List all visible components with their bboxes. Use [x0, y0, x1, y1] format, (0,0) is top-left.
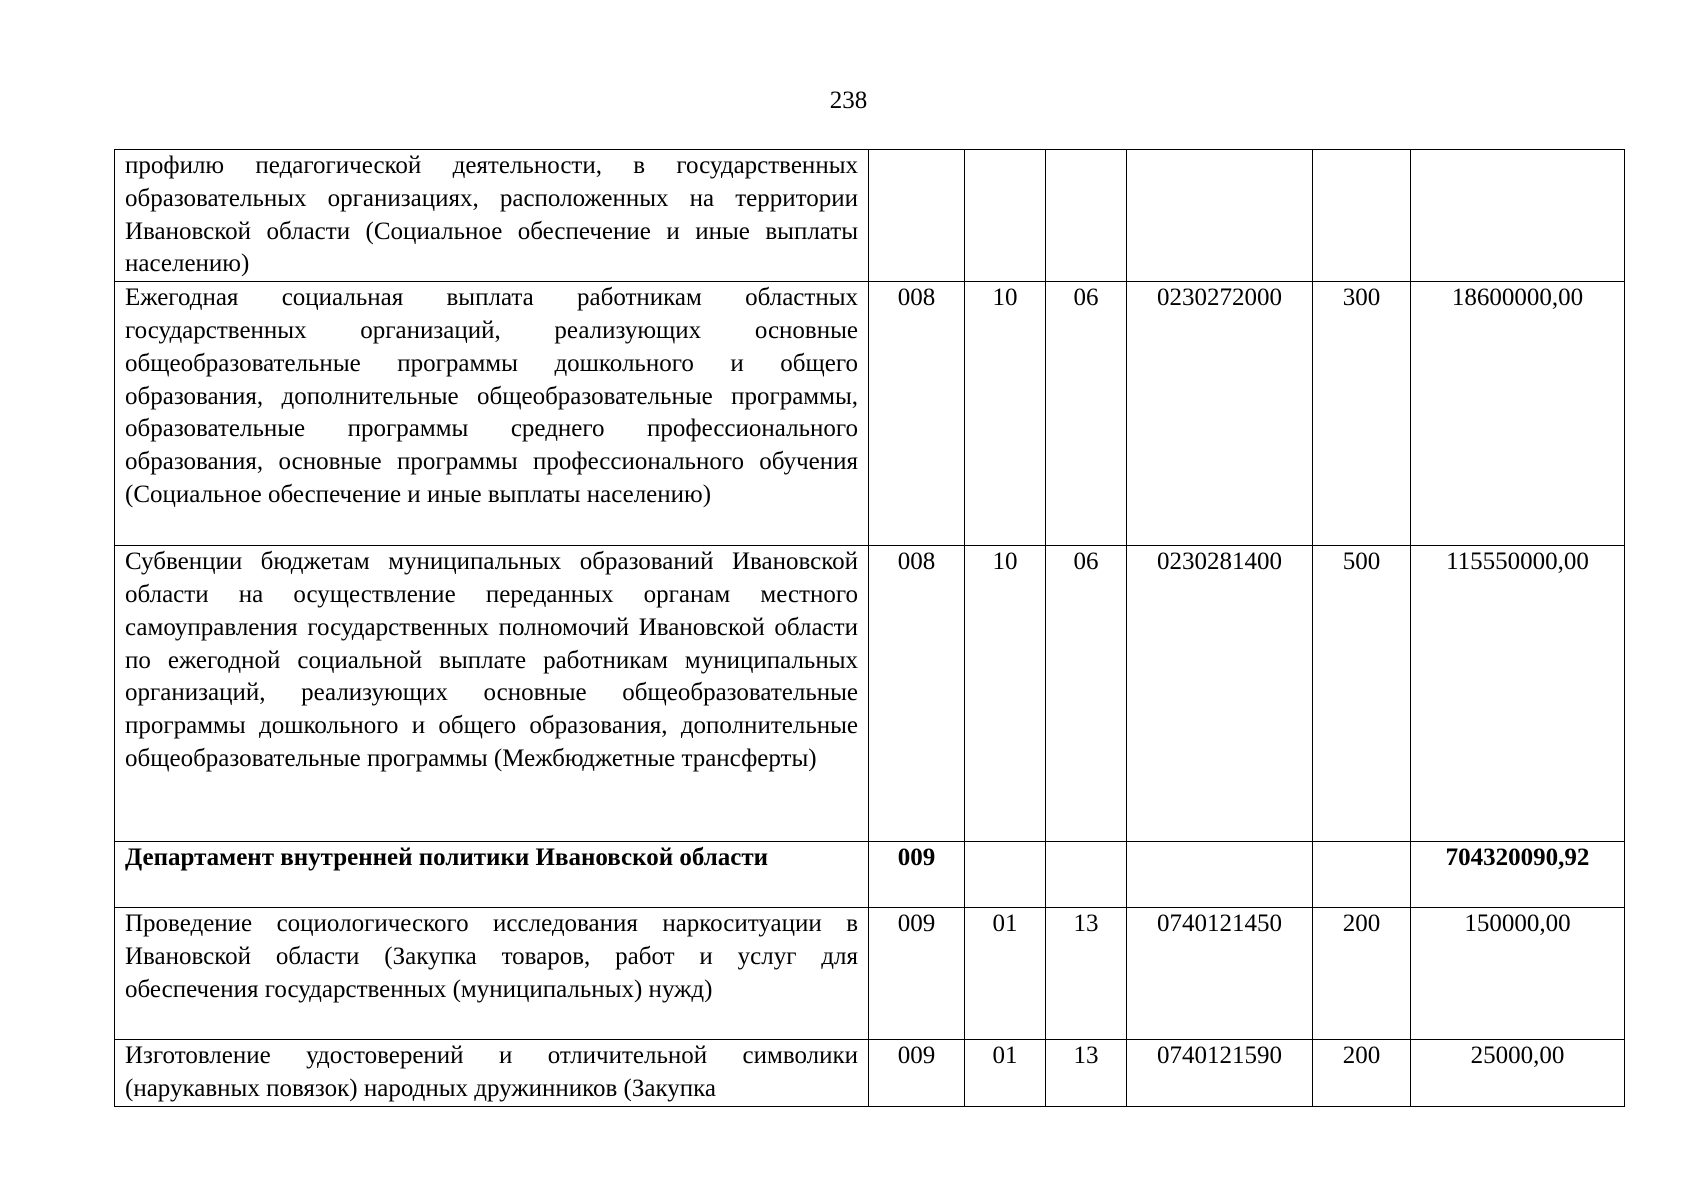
table-row — [115, 1040, 1625, 1107]
section-code: 10 — [965, 282, 1046, 546]
expense-type-code: 300 — [1313, 282, 1411, 546]
row-description: Проведение социологического исследования наркоситуации в Ивановской области (Закупка товаров, работ и услуг для обеспечения государственных (муниципальных) нужд) — [115, 908, 869, 1040]
table-row — [115, 908, 1625, 1040]
row-description: Ежегодная социальная выплата работникам областных государственных организаций, реализующих основные общеобразовательные программы дошкольного и общего образования, дополнительные общеобразовательные программы, образовательные программы среднего профессионального образования, основные программы профессионального обучения (Социальное обеспечение и иные выплаты населению) — [115, 282, 869, 546]
row-description: профилю педагогической деятельности, в государственных образовательных организациях, расположенных на территории Ивановской области (Социальное обеспечение и иные выплаты населению) — [115, 150, 869, 282]
ved-code: 008 — [869, 546, 965, 842]
section-code — [965, 842, 1046, 908]
target-article-code — [1127, 150, 1313, 282]
subsection-code: 13 — [1046, 908, 1127, 1040]
subsection-code: 06 — [1046, 546, 1127, 842]
page-number: 238 — [829, 87, 868, 114]
target-article-code: 0230272000 — [1127, 282, 1313, 546]
section-code: 01 — [965, 1040, 1046, 1107]
subsection-code: 13 — [1046, 1040, 1127, 1107]
subsection-code: 06 — [1046, 282, 1127, 546]
department-total-amount: 704320090,92 — [1411, 842, 1625, 908]
expense-type-code — [1313, 150, 1411, 282]
expense-type-code — [1313, 842, 1411, 908]
row-description: Изготовление удостоверений и отличительной символики (нарукавных повязок) народных дружинников (Закупка — [115, 1040, 869, 1107]
section-code — [965, 150, 1046, 282]
ved-code: 008 — [869, 282, 965, 546]
target-article-code: 0740121450 — [1127, 908, 1313, 1040]
subsection-code — [1046, 842, 1127, 908]
table-row — [115, 546, 1625, 842]
expense-type-code: 500 — [1313, 546, 1411, 842]
ved-code: 009 — [869, 1040, 965, 1107]
amount — [1411, 150, 1625, 282]
department-title: Департамент внутренней политики Ивановской области — [115, 842, 869, 908]
ved-code: 009 — [869, 908, 965, 1040]
table-row — [115, 842, 1625, 908]
amount: 18600000,00 — [1411, 282, 1625, 546]
budget-table — [114, 149, 1625, 1107]
amount: 150000,00 — [1411, 908, 1625, 1040]
table-row — [115, 150, 1625, 282]
target-article-code — [1127, 842, 1313, 908]
section-code: 01 — [965, 908, 1046, 1040]
expense-type-code: 200 — [1313, 1040, 1411, 1107]
amount: 115550000,00 — [1411, 546, 1625, 842]
expense-type-code: 200 — [1313, 908, 1411, 1040]
ved-code — [869, 150, 965, 282]
row-description: Субвенции бюджетам муниципальных образований Ивановской области на осуществление переданных органам местного самоуправления государственных полномочий Ивановской области по ежегодной социальной выплате работникам муниципальных организаций, реализующих основные общеобразовательные программы дошкольного и общего образования, дополнительные общеобразовательные программы (Межбюджетные трансферты) — [115, 546, 869, 842]
amount: 25000,00 — [1411, 1040, 1625, 1107]
ved-code: 009 — [869, 842, 965, 908]
target-article-code: 0740121590 — [1127, 1040, 1313, 1107]
table-row — [115, 282, 1625, 546]
section-code: 10 — [965, 546, 1046, 842]
subsection-code — [1046, 150, 1127, 282]
target-article-code: 0230281400 — [1127, 546, 1313, 842]
